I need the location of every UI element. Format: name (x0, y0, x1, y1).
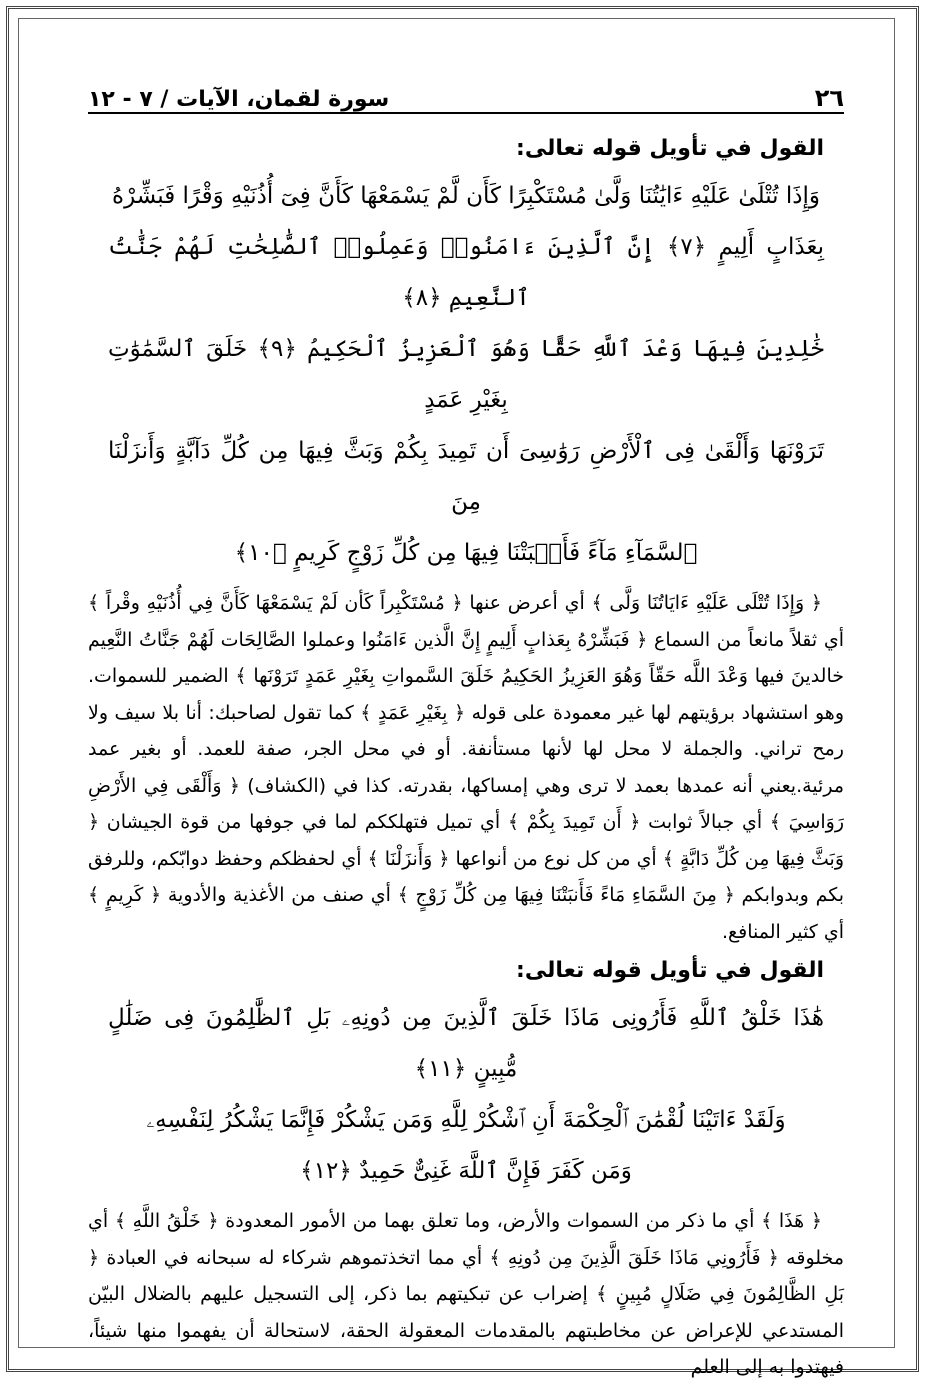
verse-line: وَمَن كَفَرَ فَإِنَّ ٱللَّهَ غَنِىٌّ حَمِيدٌ ﴿١٢﴾ (300, 1158, 632, 1184)
section-title: القول في تأويل قوله تعالى: (516, 136, 824, 161)
commentary-paragraph (88, 585, 844, 950)
quran-verses (88, 171, 844, 579)
commentary-paragraph (88, 1203, 844, 1386)
verse-line: ٱلسَّمَآءِ مَآءً فَأَنۢبَتْنَا فِيهَا مِن كُلِّ زَوْجٍ كَرِيمٍ ﴿١٠﴾ (234, 540, 698, 566)
quran-verses (88, 993, 844, 1197)
verse-line: خَٰلِدِينَ فِيهَا وَعْدَ ٱللَّهِ حَقًّا وَهُوَ ٱلْعَزِيزُ ٱلْحَكِيمُ ﴿٩﴾ خَلَقَ ٱلسَّمَٰوَٰتِ بِغَيْرِ عَمَدٍ (108, 336, 824, 413)
verse-line: وَإِذَا تُتْلَىٰ عَلَيْهِ ءَايَٰتُنَا وَلَّىٰ مُسْتَكْبِرًا كَأَن لَّمْ يَسْمَعْهَا كَأَنَّ فِىٓ أُذُنَيْهِ وَقْرًا فَبَشِّرْهُ (112, 183, 820, 209)
verse-line: وَلَقَدْ ءَاتَيْنَا لُقْمَٰنَ ٱلْحِكْمَةَ أَنِ ٱشْكُرْ لِلَّهِ وَمَن يَشْكُرْ فَإِنَّمَا يَشْكُرُ لِنَفْسِهِۦ (146, 1107, 786, 1133)
running-title: سورة لقمان، الآيات / ٧ - ١٢ (88, 87, 390, 112)
commentary-text: ﴿ وَإِذَا تُتْلَى عَلَيْهِ ءَايَاتُنَا وَلَّى ﴾ أي أعرض عنها ﴿ مُسْتَكْبِراً كَأن لَمْ يَسْمَعْهَا كَأَنَّ فِي أُذُنَيْهِ وقْراً ﴾ أي ثقلاً مانعاً من السماع ﴿ فَبَشِّرْهُ بِعَذابٍ أَلِيمٍ إِنَّ الَّذين ءَامَنُوا وعملوا الصَّالِحَات لَهُمْ جَنَّاتُ النَّعِيم خالدينَ فيها وَعْدَ اللَّه حَقّاً وَهُوَ العَزِيزُ الحَكِيمُ خَلَقَ السَّمواتِ بِغَيْرِ عَمَدٍ تَرَوْنَها ﴾ الضمير للسموات. وهو استشهاد برؤيتهم لها غير معمودة على قوله ﴿ بِغَيْرِ عَمَدٍ ﴾ كما تقول لصاحبك: أنا بلا سيف ولا رمح تراني. والجملة لا محل لها لأنها مستأنفة. أو في محل الجر، صفة للعمد. أو بغير عمد مرئية.يعني أنه عمدها بعمد لا ترى وهي إمساكها، بقدرته. كذا في (الكشاف) ﴿ وَأَلْقَى فِي الأَرْضِ رَوَاسِيَ ﴾ أي جبالاً ثوابت ﴿ أَن تَمِيدَ بِكُمْ ﴾ أي تميل فتهلككم لما في جوفها من قوة الجيشان ﴿ وَبَثَّ فِيهَا مِن كُلِّ دَابَّةٍ ﴾ أي من كل نوع من أنواعها ﴿ وَأَنزَلْنَا ﴾ أي لحفظكم وحفظ دوابّكم، وللرفق بكم وبدوابكم ﴿ مِنَ السَّمَاءِ مَاءً فَأَنبَتْنَا فِيهَا مِن كُلِّ زَوْجٍ ﴾ أي صنف من الأغذية والأدوية ﴿ كَرِيمٍ ﴾ أي كثير المنافع. (88, 592, 844, 943)
page-number: ٢٦ (814, 84, 844, 112)
running-header (88, 68, 844, 114)
commentary-text: ﴿ هَذَا ﴾ أي ما ذكر من السموات والأرض، وما تعلق بهما من الأمور المعدودة ﴿ خَلْقُ اللَّهِ ﴾ أي مخلوقه ﴿ فَأَرُونِي مَاذَا خَلَقَ الَّذِينَ مِن دُونِهِ ﴾ أي مما اتخذتموهم شركاء له سبحانه في العبادة ﴿ بَلِ الظَّالِمُونَ فِي ضَلَالٍ مُبِينٍ ﴾ إضراب عن تبكيتهم بما ذكر، إلى التسجيل عليهم بالضلال البيّن المستدعي للإعراض عن مخاطبتهم بالمقدمات المعقولة الحقة، لاستحالة أن يفهموا منها شيئاً، فيهتدوا به إلى العلم (88, 1210, 844, 1378)
verse-line: هَٰذَا خَلْقُ ٱللَّهِ فَأَرُونِى مَاذَا خَلَقَ ٱلَّذِينَ مِن دُونِهِۦ بَلِ ٱلظَّٰلِمُونَ فِى ضَلَٰلٍ مُّبِينٍ ﴿١١﴾ (108, 1005, 824, 1082)
page-content (88, 68, 844, 1386)
verse-line: تَرَوْنَهَا وَأَلْقَىٰ فِى ٱلْأَرْضِ رَوَٰسِىَ أَن تَمِيدَ بِكُمْ وَبَثَّ فِيهَا مِن كُلِّ دَآبَّةٍ وَأَنزَلْنَا مِنَ (108, 438, 824, 515)
verse-line: بِعَذَابٍ أَلِيمٍ ﴿٧﴾ إِنَّ ٱلَّذِينَ ءَامَنُوا۟ وَعَمِلُوا۟ ٱلصَّٰلِحَٰتِ لَهُمْ جَنَّٰتُ ٱلنَّعِيمِ ﴿٨﴾ (108, 234, 824, 311)
section-title: القول في تأويل قوله تعالى: (516, 958, 824, 983)
